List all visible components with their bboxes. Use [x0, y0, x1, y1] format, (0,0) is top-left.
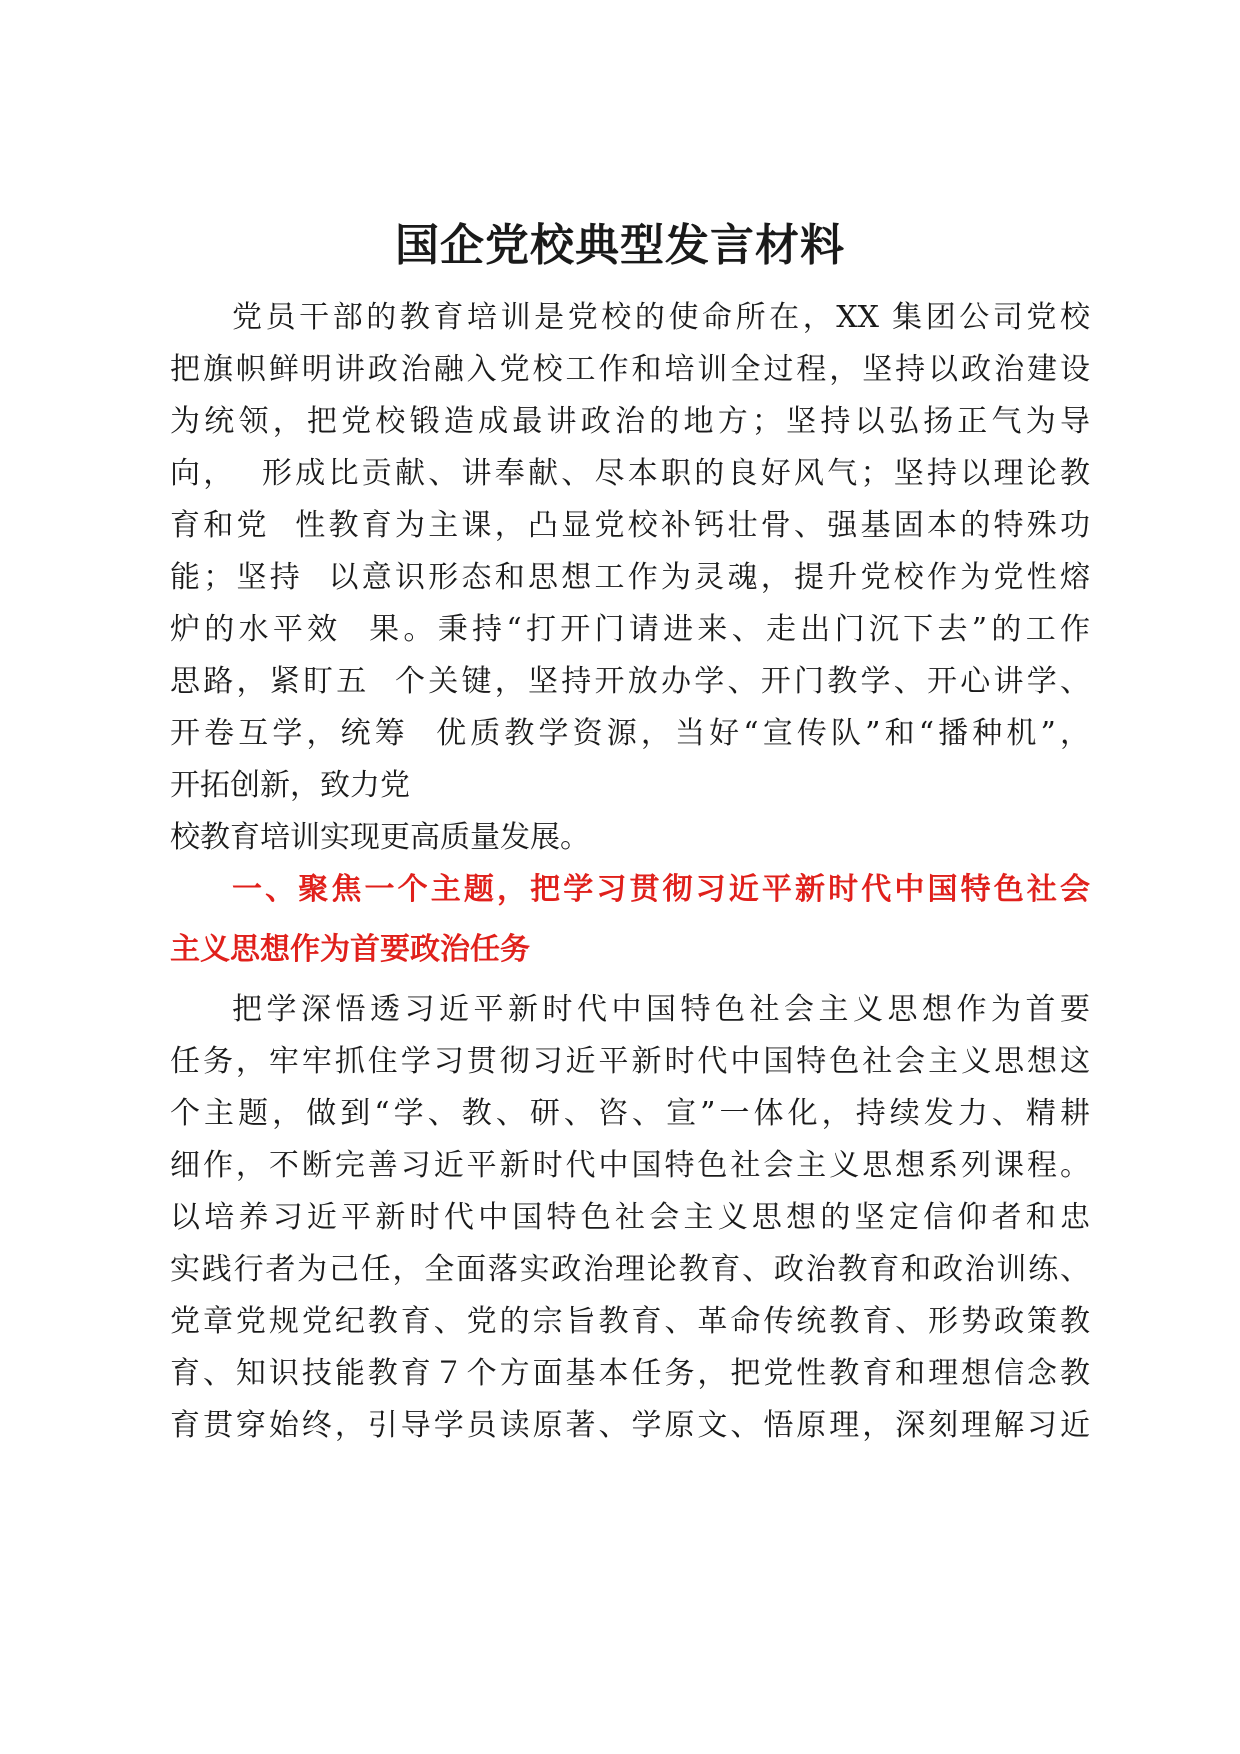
section-body-line: 个主题，做到“学、教、研、咨、宣”一体化，持续发力、精耕	[170, 1096, 1090, 1131]
section-body-line: 以培养习近平新时代中国特色社会主义思想的坚定信仰者和忠	[170, 1200, 1090, 1235]
section-body-line: 育贯穿始终，引导学员读原著、学原文、悟原理，深刻理解习近	[170, 1408, 1090, 1443]
intro-line: 校教育培训实现更高质量发展。	[170, 820, 590, 855]
section-body-line: 党章党规党纪教育、党的宗旨教育、革命传统教育、形势政策教	[170, 1304, 1090, 1339]
intro-line: 开拓创新，致力党	[170, 768, 410, 803]
section-body-line: 育、知识技能教育７个方面基本任务，把党性教育和理想信念教	[170, 1356, 1090, 1391]
section-body-line: 细作，不断完善习近平新时代中国特色社会主义思想系列课程。	[170, 1148, 1090, 1183]
section-heading-line: 一、聚焦一个主题，把学习贯彻习近平新时代中国特色社会	[232, 872, 1090, 907]
intro-line: 育和党 性教育为主课，凸显党校补钙壮骨、强基固本的特殊功	[170, 508, 1090, 543]
section-body-line: 实践行者为己任，全面落实政治理论教育、政治教育和政治训练、	[170, 1252, 1090, 1287]
section-heading-line: 主义思想作为首要政治任务	[170, 932, 530, 967]
section-body-line: 任务，牢牢抓住学习贯彻习近平新时代中国特色社会主义思想这	[170, 1044, 1090, 1079]
document-title: 国企党校典型发言材料	[395, 220, 845, 271]
intro-line: 向， 形成比贡献、讲奉献、尽本职的良好风气；坚持以理论教	[170, 456, 1090, 491]
intro-line: 为统领，把党校锻造成最讲政治的地方；坚持以弘扬正气为导	[170, 404, 1090, 439]
intro-line: 炉的水平效 果。秉持“打开门请进来、走出门沉下去”的工作	[170, 612, 1090, 647]
intro-line: 开卷互学，统筹 优质教学资源，当好“宣传队”和“播种机”，	[170, 716, 1090, 751]
intro-line: 思路，紧盯五 个关键，坚持开放办学、开门教学、开心讲学、	[170, 664, 1090, 699]
section-body-line: 把学深悟透习近平新时代中国特色社会主义思想作为首要	[232, 992, 1090, 1027]
intro-line: 把旗帜鲜明讲政治融入党校工作和培训全过程，坚持以政治建设	[170, 352, 1090, 387]
intro-line: 党员干部的教育培训是党校的使命所在，XX 集团公司党校	[232, 300, 1090, 335]
intro-line: 能；坚持 以意识形态和思想工作为灵魂，提升党校作为党性熔	[170, 560, 1090, 595]
